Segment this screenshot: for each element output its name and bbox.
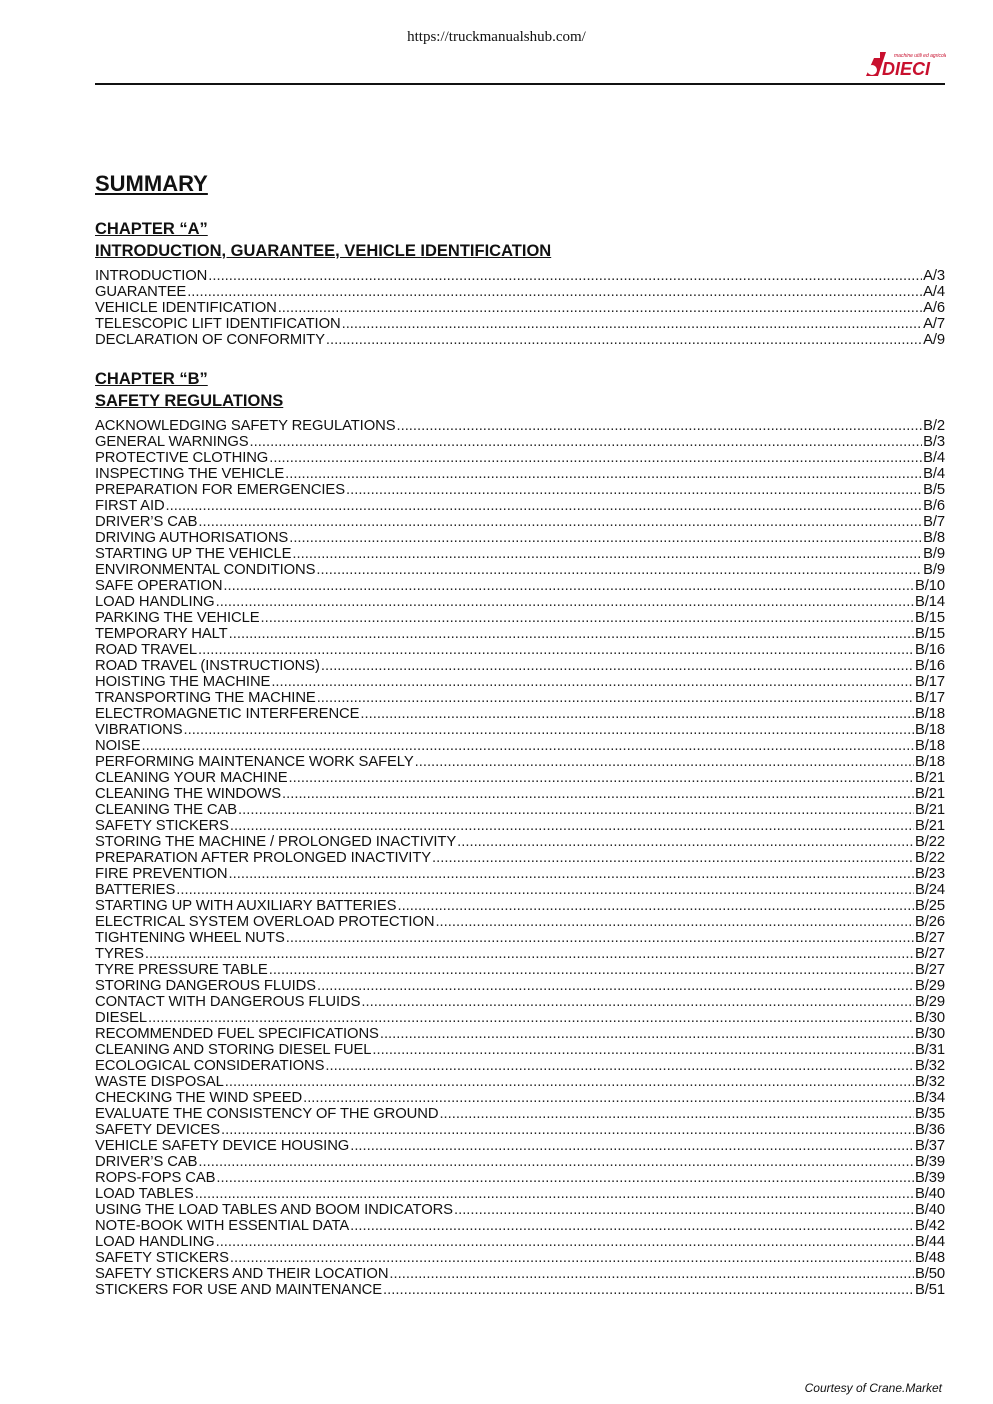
toc-dot-leader bbox=[198, 642, 914, 658]
toc-entry-title: LOAD TABLES bbox=[95, 1186, 194, 1202]
toc-entry-title: SAFETY STICKERS bbox=[95, 1250, 229, 1266]
toc-entry-page: B/17 bbox=[914, 674, 945, 690]
toc-dot-leader bbox=[238, 802, 914, 818]
toc-dot-leader bbox=[208, 268, 922, 284]
toc-entry-page: B/18 bbox=[914, 738, 945, 754]
toc-entry-title: TIGHTENING WHEEL NUTS bbox=[95, 930, 285, 946]
toc-entry-title: SAFE OPERATION bbox=[95, 578, 223, 594]
toc-dot-leader bbox=[303, 1090, 914, 1106]
toc-entry[interactable] bbox=[95, 316, 945, 332]
toc-entry[interactable] bbox=[95, 1218, 945, 1234]
toc-entry-page: B/24 bbox=[914, 882, 945, 898]
toc-entry-title: NOISE bbox=[95, 738, 141, 754]
toc-entry-page: B/22 bbox=[914, 834, 945, 850]
svg-text:DIECI: DIECI bbox=[882, 59, 931, 78]
toc-entry-title: SAFETY STICKERS AND THEIR LOCATION bbox=[95, 1266, 389, 1282]
toc-dot-leader bbox=[372, 1042, 914, 1058]
toc-dot-leader bbox=[289, 530, 922, 546]
toc-dot-leader bbox=[269, 962, 914, 978]
toc-dot-leader bbox=[317, 690, 914, 706]
toc-dot-leader bbox=[435, 914, 914, 930]
toc-entry-page: B/32 bbox=[914, 1074, 945, 1090]
toc-entry-page: B/8 bbox=[923, 530, 945, 546]
chapter-label: CHAPTER “B” bbox=[95, 370, 208, 388]
toc-dot-leader bbox=[432, 850, 914, 866]
toc-dot-leader bbox=[216, 1170, 914, 1186]
toc-entry[interactable] bbox=[95, 1026, 945, 1042]
chapters-list bbox=[95, 218, 945, 1298]
toc-entry-title: HOISTING THE MACHINE bbox=[95, 674, 271, 690]
toc-entry[interactable] bbox=[95, 1058, 945, 1074]
toc-entry-title: PROTECTIVE CLOTHING bbox=[95, 450, 269, 466]
toc-entry-page: B/48 bbox=[914, 1250, 945, 1266]
toc-entry-page: B/36 bbox=[914, 1122, 945, 1138]
toc-entry-title: CONTACT WITH DANGEROUS FLUIDS bbox=[95, 994, 361, 1010]
toc-dot-leader bbox=[223, 578, 914, 594]
toc-entry-title: PARKING THE VEHICLE bbox=[95, 610, 260, 626]
toc-entry[interactable] bbox=[95, 850, 945, 866]
toc-entry[interactable] bbox=[95, 1010, 945, 1026]
toc-entry-title: DRIVER’S CAB bbox=[95, 514, 198, 530]
toc-entry-title: VEHICLE SAFETY DEVICE HOUSING bbox=[95, 1138, 350, 1154]
source-url: https://truckmanualshub.com/ bbox=[407, 29, 586, 45]
toc-entry-title: USING THE LOAD TABLES AND BOOM INDICATORS bbox=[95, 1202, 453, 1218]
toc-dot-leader bbox=[184, 722, 914, 738]
toc-entry[interactable] bbox=[95, 434, 945, 450]
toc-dot-leader bbox=[454, 1202, 914, 1218]
toc-entry-page: B/29 bbox=[914, 978, 945, 994]
toc-entry-page: B/35 bbox=[914, 1106, 945, 1122]
toc-entry[interactable] bbox=[95, 514, 945, 530]
toc-entry[interactable] bbox=[95, 332, 945, 348]
toc-dot-leader bbox=[326, 332, 922, 348]
toc-entry-page: B/4 bbox=[923, 450, 945, 466]
toc-dot-leader bbox=[216, 594, 914, 610]
toc-dot-leader bbox=[350, 1218, 914, 1234]
toc-entry[interactable] bbox=[95, 546, 945, 562]
toc-entry[interactable] bbox=[95, 642, 945, 658]
toc-entry[interactable] bbox=[95, 482, 945, 498]
toc-entry-page: B/15 bbox=[914, 610, 945, 626]
footer-credit: Courtesy of Crane.Market bbox=[804, 1381, 942, 1395]
toc-dot-leader bbox=[282, 786, 914, 802]
toc-entry[interactable] bbox=[95, 578, 945, 594]
toc-entry[interactable] bbox=[95, 1170, 945, 1186]
toc-entry[interactable] bbox=[95, 930, 945, 946]
toc-dot-leader bbox=[230, 1250, 914, 1266]
toc-entry-title: LOAD HANDLING bbox=[95, 594, 215, 610]
toc-dot-leader bbox=[225, 1074, 914, 1090]
toc-entry-title: ECOLOGICAL CONSIDERATIONS bbox=[95, 1058, 325, 1074]
page-title: SUMMARY bbox=[95, 171, 208, 196]
toc-dot-leader bbox=[221, 1122, 914, 1138]
toc-entry[interactable] bbox=[95, 770, 945, 786]
toc-dot-leader bbox=[439, 1106, 914, 1122]
toc-entry-page: A/3 bbox=[923, 268, 945, 284]
toc-entry-page: B/6 bbox=[923, 498, 945, 514]
toc-entry-title: STARTING UP WITH AUXILIARY BATTERIES bbox=[95, 898, 397, 914]
toc-entries bbox=[95, 268, 945, 348]
toc-entry-title: PREPARATION AFTER PROLONGED INACTIVITY bbox=[95, 850, 432, 866]
toc-dot-leader bbox=[397, 898, 914, 914]
toc-dot-leader bbox=[198, 1154, 914, 1170]
toc-dot-leader bbox=[166, 498, 923, 514]
toc-entry-title: TEMPORARY HALT bbox=[95, 626, 228, 642]
toc-entry[interactable] bbox=[95, 300, 945, 316]
toc-entry[interactable] bbox=[95, 722, 945, 738]
toc-dot-leader bbox=[415, 754, 914, 770]
toc-dot-leader bbox=[457, 834, 914, 850]
toc-dot-leader bbox=[342, 316, 923, 332]
toc-entry-title: STORING DANGEROUS FLUIDS bbox=[95, 978, 316, 994]
toc-dot-leader bbox=[250, 434, 923, 450]
toc-dot-leader bbox=[229, 866, 914, 882]
toc-entry-page: B/9 bbox=[923, 546, 945, 562]
toc-entry-page: B/30 bbox=[914, 1026, 945, 1042]
toc-entry-page: B/3 bbox=[923, 434, 945, 450]
toc-entry-page: B/50 bbox=[914, 1266, 945, 1282]
toc-entry[interactable] bbox=[95, 450, 945, 466]
toc-entry-title: VIBRATIONS bbox=[95, 722, 183, 738]
toc-entry-page: A/4 bbox=[923, 284, 945, 300]
toc-entry-page: B/7 bbox=[923, 514, 945, 530]
toc-entry[interactable] bbox=[95, 658, 945, 674]
toc-entry[interactable] bbox=[95, 866, 945, 882]
toc-entry-title: CLEANING THE CAB bbox=[95, 802, 238, 818]
toc-dot-leader bbox=[383, 1282, 914, 1298]
toc-entry-title: TELESCOPIC LIFT IDENTIFICATION bbox=[95, 316, 341, 332]
toc-entry[interactable] bbox=[95, 962, 945, 978]
toc-entry-page: B/34 bbox=[914, 1090, 945, 1106]
toc-entry-page: B/21 bbox=[914, 802, 945, 818]
toc-entry-title: ROAD TRAVEL bbox=[95, 642, 197, 658]
svg-text:machine utili ed agricole: machine utili ed agricole bbox=[894, 53, 946, 59]
toc-dot-leader bbox=[269, 450, 922, 466]
toc-dot-leader bbox=[389, 1266, 914, 1282]
toc-entry-title: STORING THE MACHINE / PROLONGED INACTIVITY bbox=[95, 834, 457, 850]
toc-dot-leader bbox=[289, 770, 914, 786]
toc-entry-page: B/30 bbox=[914, 1010, 945, 1026]
toc-entry[interactable] bbox=[95, 754, 945, 770]
toc-entry-title: ROPS-FOPS CAB bbox=[95, 1170, 216, 1186]
toc-entry-page: B/10 bbox=[914, 578, 945, 594]
chapter-name: SAFETY REGULATIONS bbox=[95, 392, 284, 410]
toc-entry-page: A/9 bbox=[923, 332, 945, 348]
toc-entry-title: TRANSPORTING THE MACHINE bbox=[95, 690, 316, 706]
toc-entry-title: VEHICLE IDENTIFICATION bbox=[95, 300, 277, 316]
toc-entry-title: DECLARATION OF CONFORMITY bbox=[95, 332, 325, 348]
toc-entry[interactable] bbox=[95, 914, 945, 930]
toc-entry-title: STICKERS FOR USE AND MAINTENANCE bbox=[95, 1282, 383, 1298]
toc-entry-title: ACKNOWLEDGING SAFETY REGULATIONS bbox=[95, 418, 396, 434]
toc-entry[interactable] bbox=[95, 738, 945, 754]
toc-entry-page: B/9 bbox=[923, 562, 945, 578]
toc-entry[interactable] bbox=[95, 1074, 945, 1090]
toc-dot-leader bbox=[195, 1186, 914, 1202]
toc-dot-leader bbox=[285, 466, 922, 482]
toc-entry-page: B/16 bbox=[914, 658, 945, 674]
toc-dot-leader bbox=[321, 658, 914, 674]
toc-dot-leader bbox=[286, 930, 914, 946]
toc-entry-page: B/37 bbox=[914, 1138, 945, 1154]
toc-entry-title: NOTE-BOOK WITH ESSENTIAL DATA bbox=[95, 1218, 350, 1234]
toc-entry[interactable] bbox=[95, 498, 945, 514]
toc-entry-title: GENERAL WARNINGS bbox=[95, 434, 249, 450]
toc-dot-leader bbox=[148, 1010, 914, 1026]
toc-entry-page: B/18 bbox=[914, 706, 945, 722]
toc-entry-title: CLEANING YOUR MACHINE bbox=[95, 770, 288, 786]
toc-entry-page: B/40 bbox=[914, 1186, 945, 1202]
toc-dot-leader bbox=[292, 546, 922, 562]
toc-entry-title: GUARANTEE bbox=[95, 284, 187, 300]
toc-entry[interactable] bbox=[95, 610, 945, 626]
toc-dot-leader bbox=[360, 706, 914, 722]
toc-entry-title: TYRE PRESSURE TABLE bbox=[95, 962, 268, 978]
toc-entry-title: CLEANING AND STORING DIESEL FUEL bbox=[95, 1042, 372, 1058]
toc-entry-page: B/27 bbox=[914, 930, 945, 946]
toc-entry[interactable] bbox=[95, 898, 945, 914]
toc-entry-page: B/18 bbox=[914, 722, 945, 738]
toc-entry[interactable] bbox=[95, 1106, 945, 1122]
toc-entry-page: B/25 bbox=[914, 898, 945, 914]
toc-entry[interactable] bbox=[95, 1202, 945, 1218]
toc-entry[interactable] bbox=[95, 466, 945, 482]
toc-entry-title: DRIVING AUTHORISATIONS bbox=[95, 530, 289, 546]
toc-entry[interactable] bbox=[95, 530, 945, 546]
toc-dot-leader bbox=[198, 514, 922, 530]
chapter-label: CHAPTER “A” bbox=[95, 220, 208, 238]
toc-entry-title: ROAD TRAVEL (INSTRUCTIONS) bbox=[95, 658, 320, 674]
toc-entry[interactable] bbox=[95, 284, 945, 300]
toc-entry-page: B/27 bbox=[914, 946, 945, 962]
toc-entry-page: B/31 bbox=[914, 1042, 945, 1058]
dieci-logo-icon bbox=[864, 50, 946, 78]
toc-dot-leader bbox=[346, 482, 922, 498]
toc-entry-title: DIESEL bbox=[95, 1010, 148, 1026]
toc-entry[interactable] bbox=[95, 626, 945, 642]
toc-entry-title: BATTERIES bbox=[95, 882, 176, 898]
toc-entry[interactable] bbox=[95, 978, 945, 994]
toc-entry-title: PREPARATION FOR EMERGENCIES bbox=[95, 482, 345, 498]
toc-entry-page: B/21 bbox=[914, 818, 945, 834]
toc-entry-page: B/5 bbox=[923, 482, 945, 498]
toc-entry-page: B/18 bbox=[914, 754, 945, 770]
toc-entry[interactable] bbox=[95, 706, 945, 722]
toc-entry[interactable] bbox=[95, 1266, 945, 1282]
toc-entry-page: B/15 bbox=[914, 626, 945, 642]
toc-entry[interactable] bbox=[95, 882, 945, 898]
toc-entry[interactable] bbox=[95, 418, 945, 434]
toc-entry-page: B/39 bbox=[914, 1170, 945, 1186]
toc-entry-page: B/44 bbox=[914, 1234, 945, 1250]
toc-dot-leader bbox=[229, 626, 914, 642]
summary-content bbox=[95, 170, 945, 1298]
toc-entry[interactable] bbox=[95, 834, 945, 850]
header-rule bbox=[95, 83, 945, 85]
toc-entry-title: SAFETY STICKERS bbox=[95, 818, 229, 834]
toc-entry-page: B/40 bbox=[914, 1202, 945, 1218]
toc-entry-page: B/32 bbox=[914, 1058, 945, 1074]
toc-entry-page: A/7 bbox=[923, 316, 945, 332]
toc-entry-page: B/21 bbox=[914, 770, 945, 786]
toc-entry[interactable] bbox=[95, 1234, 945, 1250]
toc-entry[interactable] bbox=[95, 1090, 945, 1106]
toc-entry-page: B/4 bbox=[923, 466, 945, 482]
toc-entry-title: TYRES bbox=[95, 946, 144, 962]
toc-entry-title: LOAD HANDLING bbox=[95, 1234, 215, 1250]
toc-entry[interactable] bbox=[95, 1138, 945, 1154]
toc-entry[interactable] bbox=[95, 562, 945, 578]
toc-dot-leader bbox=[145, 946, 914, 962]
toc-entry[interactable] bbox=[95, 674, 945, 690]
toc-entry-title: PERFORMING MAINTENANCE WORK SAFELY bbox=[95, 754, 414, 770]
toc-entry-page: B/21 bbox=[914, 786, 945, 802]
toc-dot-leader bbox=[260, 610, 913, 626]
toc-entry-page: A/6 bbox=[923, 300, 945, 316]
toc-entry[interactable] bbox=[95, 1042, 945, 1058]
toc-entry[interactable] bbox=[95, 786, 945, 802]
toc-entry-page: B/26 bbox=[914, 914, 945, 930]
toc-dot-leader bbox=[350, 1138, 914, 1154]
toc-dot-leader bbox=[142, 738, 914, 754]
toc-entry-title: STARTING UP THE VEHICLE bbox=[95, 546, 292, 562]
toc-entry-title: ENVIRONMENTAL CONDITIONS bbox=[95, 562, 316, 578]
toc-entry-page: B/14 bbox=[914, 594, 945, 610]
toc-entry-page: B/29 bbox=[914, 994, 945, 1010]
toc-entry-title: ELECTROMAGNETIC INTERFERENCE bbox=[95, 706, 360, 722]
toc-entry-title: INSPECTING THE VEHICLE bbox=[95, 466, 285, 482]
toc-entry-page: B/2 bbox=[923, 418, 945, 434]
toc-entry[interactable] bbox=[95, 994, 945, 1010]
toc-entry-page: B/51 bbox=[914, 1282, 945, 1298]
chapter-section bbox=[95, 218, 945, 348]
toc-entries bbox=[95, 418, 945, 1298]
toc-entry-title: FIRST AID bbox=[95, 498, 165, 514]
toc-entry-page: B/16 bbox=[914, 642, 945, 658]
toc-entry[interactable] bbox=[95, 1250, 945, 1266]
toc-entry[interactable] bbox=[95, 1122, 945, 1138]
dieci-logo bbox=[864, 50, 946, 78]
chapter-section bbox=[95, 368, 945, 1298]
toc-entry-title: DRIVER’S CAB bbox=[95, 1154, 198, 1170]
toc-dot-leader bbox=[316, 562, 922, 578]
toc-dot-leader bbox=[176, 882, 914, 898]
toc-entry-page: B/42 bbox=[914, 1218, 945, 1234]
toc-entry[interactable] bbox=[95, 1186, 945, 1202]
toc-dot-leader bbox=[396, 418, 922, 434]
toc-dot-leader bbox=[187, 284, 922, 300]
toc-entry-title: EVALUATE THE CONSISTENCY OF THE GROUND bbox=[95, 1106, 439, 1122]
toc-entry-page: B/27 bbox=[914, 962, 945, 978]
toc-entry-title: INTRODUCTION bbox=[95, 268, 208, 284]
toc-entry[interactable] bbox=[95, 818, 945, 834]
chapter-name: INTRODUCTION, GUARANTEE, VEHICLE IDENTIFICATION bbox=[95, 242, 552, 260]
toc-dot-leader bbox=[278, 300, 922, 316]
toc-entry[interactable] bbox=[95, 946, 945, 962]
toc-entry-title: CLEANING THE WINDOWS bbox=[95, 786, 281, 802]
toc-entry[interactable] bbox=[95, 802, 945, 818]
toc-dot-leader bbox=[271, 674, 914, 690]
toc-entry-title: RECOMMENDED FUEL SPECIFICATIONS bbox=[95, 1026, 379, 1042]
toc-entry-title: CHECKING THE WIND SPEED bbox=[95, 1090, 303, 1106]
toc-entry-title: WASTE DISPOSAL bbox=[95, 1074, 224, 1090]
toc-dot-leader bbox=[380, 1026, 914, 1042]
toc-entry[interactable] bbox=[95, 690, 945, 706]
toc-entry[interactable] bbox=[95, 268, 945, 284]
toc-entry-title: ELECTRICAL SYSTEM OVERLOAD PROTECTION bbox=[95, 914, 435, 930]
toc-entry[interactable] bbox=[95, 594, 945, 610]
toc-dot-leader bbox=[216, 1234, 914, 1250]
toc-entry-page: B/39 bbox=[914, 1154, 945, 1170]
toc-dot-leader bbox=[230, 818, 914, 834]
toc-dot-leader bbox=[361, 994, 914, 1010]
toc-entry-page: B/22 bbox=[914, 850, 945, 866]
toc-entry-title: SAFETY DEVICES bbox=[95, 1122, 220, 1138]
toc-entry[interactable] bbox=[95, 1282, 945, 1298]
toc-dot-leader bbox=[325, 1058, 914, 1074]
toc-entry-page: B/23 bbox=[914, 866, 945, 882]
toc-entry-page: B/17 bbox=[914, 690, 945, 706]
toc-entry[interactable] bbox=[95, 1154, 945, 1170]
toc-dot-leader bbox=[317, 978, 914, 994]
toc-entry-title: FIRE PREVENTION bbox=[95, 866, 228, 882]
